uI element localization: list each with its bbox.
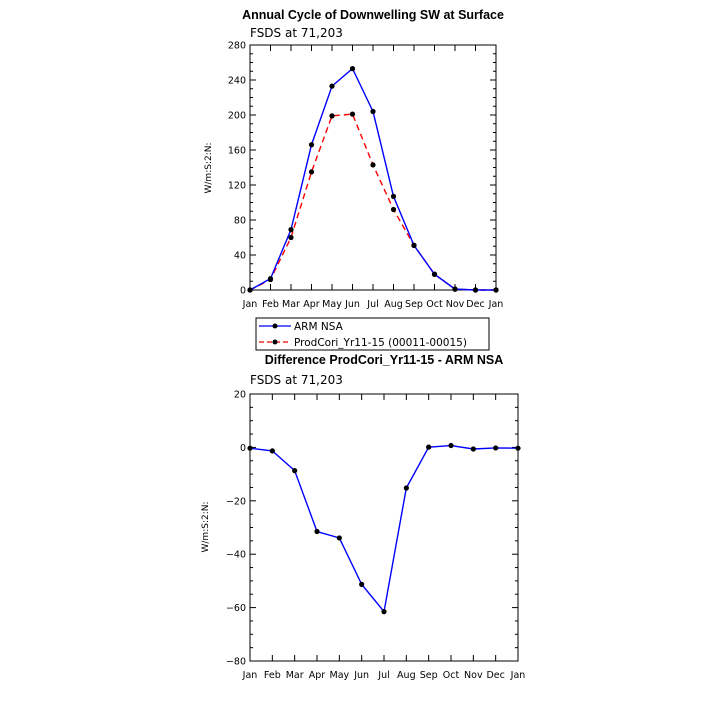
chart-2-series-0-point (337, 535, 342, 540)
chart-1-x-tick-label: Mar (282, 299, 300, 310)
chart-1-x-tick-label: Sep (405, 299, 423, 310)
chart-1-series-1-point (391, 207, 396, 212)
chart-2-series-0-point (270, 448, 275, 453)
chart-1-x-tick-label: Nov (445, 299, 465, 310)
chart-2-x-tick-label: Apr (308, 670, 326, 681)
chart-1-series-1-point (329, 113, 334, 118)
chart-1-x-tick-label: Jan (488, 299, 504, 310)
chart-2-series-0-point (359, 582, 364, 587)
chart-2-series-0-line (250, 446, 518, 612)
chart-1-x-tick-label: Dec (466, 299, 485, 310)
chart-2-series-0-point (404, 485, 409, 490)
chart-2-frame (250, 394, 518, 661)
chart-2-y-tick-label: −80 (225, 656, 246, 668)
chart-2-series-0-point (471, 446, 476, 451)
chart-2-x-tick-label: Dec (486, 670, 505, 681)
chart-1-series-1-point (309, 169, 314, 174)
chart-2-series-0-point (314, 529, 319, 534)
chart-1-x-tick-label: Jan (242, 299, 258, 310)
chart-1-series-1-point (493, 287, 498, 292)
chart-1-series-1-point (350, 112, 355, 117)
chart-1-series-1-point (452, 287, 457, 292)
chart-1-plot (228, 41, 503, 311)
chart-1-y-axis-label: W/m:S:2:N: (204, 142, 214, 194)
chart-1-y-tick-label: 160 (227, 145, 246, 157)
chart-2-x-tick-label: Aug (397, 670, 416, 681)
chart-2-x-tick-label: Feb (263, 670, 281, 681)
chart-1-series-1-point (268, 277, 273, 282)
legend-label-arm-nsa: ARM NSA (294, 321, 343, 333)
chart-2-series-0-point (426, 445, 431, 450)
chart-1-x-tick-label: Jun (345, 299, 360, 310)
chart-2-series-0-point (493, 445, 498, 450)
chart-1-series-1-point (432, 272, 437, 277)
chart-1-series-1-point (247, 287, 252, 292)
chart-1-x-tick-label: Apr (303, 299, 320, 310)
chart-1-y-tick-label: 200 (227, 110, 246, 122)
chart-2-x-tick-label: Jun (354, 670, 370, 681)
chart-2-x-tick-label: Jan (510, 670, 526, 681)
chart-1-y-tick-label: 80 (233, 215, 246, 227)
chart-1-series-1-point (473, 287, 478, 292)
chart-2-series-0-point (381, 609, 386, 614)
chart-2-series-0-point (515, 446, 520, 451)
chart-2-x-tick-label: Nov (464, 670, 483, 681)
chart-1-frame (250, 45, 496, 290)
chart-2-x-tick-label: Mar (285, 670, 304, 681)
chart-2-title: Difference ProdCori_Yr11-15 - ARM NSA (264, 353, 504, 367)
chart-2-y-tick-label: −40 (225, 549, 246, 561)
chart-1-x-tick-label: May (322, 299, 342, 310)
chart-2-series-0-point (247, 446, 252, 451)
chart-2-y-tick-label: 20 (233, 389, 246, 401)
chart-1-series-1-line (250, 114, 496, 290)
chart-2-x-tick-label: May (329, 670, 350, 681)
chart-1-x-tick-label: Jul (367, 299, 379, 310)
chart-2-series-0-point (448, 443, 453, 448)
chart-2-subtitle: FSDS at 71,203 (250, 373, 343, 387)
chart-1-y-tick-label: 120 (227, 180, 246, 192)
chart-1-y-tick-label: 240 (227, 75, 246, 87)
chart-2-x-tick-label: Sep (419, 670, 438, 681)
chart-1-y-tick-label: 0 (239, 285, 246, 297)
chart-1-x-tick-label: Oct (426, 299, 443, 310)
chart-2-y-tick-label: −60 (225, 603, 246, 615)
chart-2-x-tick-label: Jul (378, 670, 390, 681)
chart-1-series-1-point (370, 162, 375, 167)
legend-marker-prodcori (273, 340, 278, 345)
chart-1-series-0-point (288, 227, 293, 232)
chart-1-x-tick-label: Feb (262, 299, 279, 310)
chart-1-series-1-point (288, 235, 293, 240)
chart-2-x-tick-label: Jan (242, 670, 258, 681)
chart-2-y-tick-label: −20 (225, 496, 246, 508)
chart-2-x-tick-label: Oct (442, 670, 460, 681)
legend-marker-arm-nsa (273, 324, 278, 329)
chart-1-subtitle: FSDS at 71,203 (250, 26, 343, 40)
chart-2-y-tick-label: 0 (239, 442, 246, 454)
chart-1-series-0-point (329, 84, 334, 89)
chart-2-series-0-point (292, 468, 297, 473)
chart-1-y-tick-label: 280 (227, 40, 246, 52)
chart-1-series-0-point (370, 109, 375, 114)
legend-label-prodcori: ProdCori_Yr11-15 (00011-00015) (294, 337, 467, 349)
chart-1-series-0-point (350, 66, 355, 71)
chart-1-series-0-point (309, 142, 314, 147)
chart-2-y-axis-label: W/m:S:2:N: (201, 501, 211, 553)
chart-2-plot (226, 390, 525, 682)
chart-1-series-1-point (411, 243, 416, 248)
chart-1-legend (256, 318, 489, 350)
chart-1-series-0-line (250, 69, 496, 290)
chart-1-y-tick-label: 40 (233, 250, 246, 262)
chart-1-x-tick-label: Aug (384, 299, 403, 310)
chart-1-title: Annual Cycle of Downwelling SW at Surface (242, 8, 504, 22)
chart-1-series-0-point (391, 194, 396, 199)
